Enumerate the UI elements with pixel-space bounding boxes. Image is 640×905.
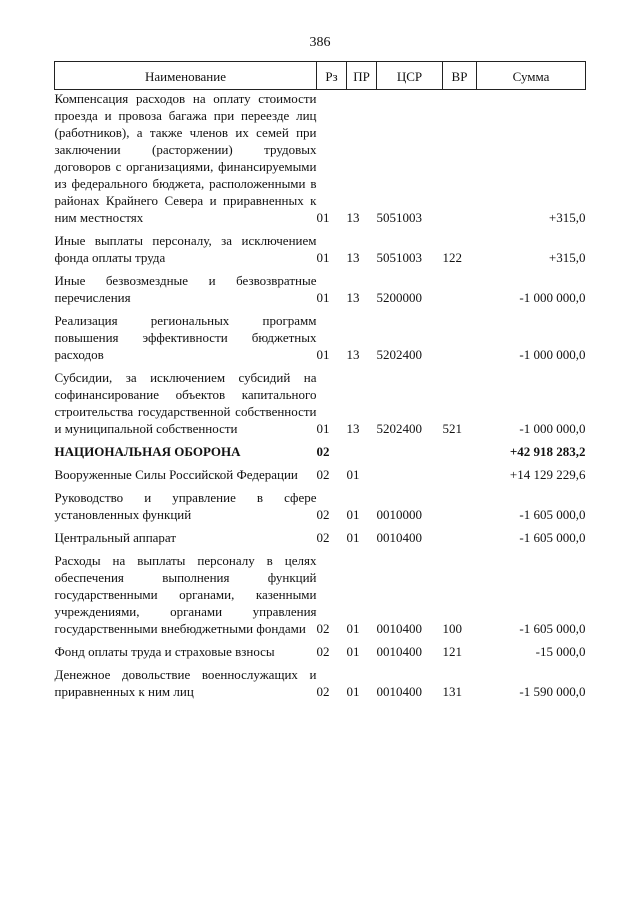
header-pr: ПР xyxy=(347,62,377,90)
row-rz: 01 xyxy=(316,210,330,225)
row-csr: 5051003 xyxy=(376,210,422,225)
row-rz: 02 xyxy=(316,621,330,636)
row-pr: 13 xyxy=(346,250,360,265)
row-vr xyxy=(443,483,477,523)
row-csr: 0010000 xyxy=(376,507,422,522)
row-name: Компенсация расходов на оплату стоимости проезда и провоза багажа при переезде лиц (работников), а также членов их семей при заключении (расторжении) трудовых договоров с организациями, финансируемыми из федерального бюджета, расположенными в районах Крайнего Севера и приравненных к ним местностях xyxy=(54,91,317,225)
row-vr xyxy=(443,460,477,483)
table-row xyxy=(55,306,586,363)
row-csr: 5200000 xyxy=(376,290,422,305)
row-sum: -1 605 000,0 xyxy=(519,621,586,636)
section-sum: +42 918 283,2 xyxy=(509,444,586,459)
header-csr: ЦСР xyxy=(377,62,443,90)
row-rz: 02 xyxy=(316,684,330,699)
table-row xyxy=(55,226,586,266)
row-sum: -1 000 000,0 xyxy=(519,421,586,436)
section-title: НАЦИОНАЛЬНАЯ ОБОРОНА xyxy=(54,444,241,459)
row-name: Иные безвозмездные и безвозвратные перечисления xyxy=(54,273,317,305)
row-csr: 5202400 xyxy=(376,421,422,436)
row-name: Руководство и управление в сфере установленных функций xyxy=(54,490,317,522)
row-vr: 521 xyxy=(442,421,462,436)
row-sum: -1 000 000,0 xyxy=(519,290,586,305)
row-name: Иные выплаты персоналу, за исключением фонда оплаты труда xyxy=(54,233,317,265)
row-sum: -1 590 000,0 xyxy=(519,684,586,699)
row-name: Центральный аппарат xyxy=(54,530,177,545)
row-rz: 02 xyxy=(316,644,330,659)
row-pr: 13 xyxy=(346,290,360,305)
row-name: Субсидии, за исключением субсидий на софинансирование объектов капитального строительства государственной собственности и муниципальной собственности xyxy=(54,370,317,436)
row-pr: 01 xyxy=(346,530,360,545)
table-row xyxy=(55,90,586,227)
row-csr xyxy=(377,437,443,460)
header-name: Наименование xyxy=(55,62,317,90)
row-sum: +315,0 xyxy=(548,210,586,225)
section-row xyxy=(55,437,586,460)
row-csr: 0010400 xyxy=(376,684,422,699)
table-row xyxy=(55,460,586,483)
row-pr xyxy=(347,437,377,460)
table-row xyxy=(55,266,586,306)
row-csr: 0010400 xyxy=(376,644,422,659)
row-pr: 01 xyxy=(346,467,360,482)
table-header-row xyxy=(55,62,586,90)
table-row xyxy=(55,363,586,437)
row-csr xyxy=(377,460,443,483)
row-name: Денежное довольствие военнослужащих и приравненных к ним лиц xyxy=(54,667,317,699)
row-rz: 01 xyxy=(316,250,330,265)
row-pr: 01 xyxy=(346,621,360,636)
row-rz: 02 xyxy=(316,530,330,545)
row-pr: 01 xyxy=(346,507,360,522)
page-number: 386 xyxy=(309,35,331,50)
row-vr xyxy=(443,306,477,363)
row-csr: 0010400 xyxy=(376,530,422,545)
row-pr: 13 xyxy=(346,210,360,225)
row-vr: 122 xyxy=(442,250,462,265)
row-sum: +14 129 229,6 xyxy=(509,467,586,482)
row-pr: 13 xyxy=(346,421,360,436)
row-rz: 01 xyxy=(316,347,330,362)
row-sum: -1 605 000,0 xyxy=(519,507,586,522)
table-row xyxy=(55,523,586,546)
table-row xyxy=(55,660,586,700)
row-csr: 5202400 xyxy=(376,347,422,362)
row-sum: +315,0 xyxy=(548,250,586,265)
row-rz: 02 xyxy=(316,467,330,482)
row-pr: 13 xyxy=(346,347,360,362)
row-vr xyxy=(443,266,477,306)
header-sum: Сумма xyxy=(477,62,586,90)
header-vr: ВР xyxy=(443,62,477,90)
row-vr xyxy=(443,523,477,546)
table-row xyxy=(55,483,586,523)
row-vr: 100 xyxy=(442,621,462,636)
row-name: Фонд оплаты труда и страховые взносы xyxy=(54,644,275,659)
row-rz: 01 xyxy=(316,421,330,436)
row-csr: 5051003 xyxy=(376,250,422,265)
budget-table xyxy=(54,61,586,700)
row-sum: -1 000 000,0 xyxy=(519,347,586,362)
table-row xyxy=(55,637,586,660)
row-rz: 01 xyxy=(316,290,330,305)
row-vr: 131 xyxy=(442,684,462,699)
row-sum: -15 000,0 xyxy=(535,644,586,659)
row-pr: 01 xyxy=(346,644,360,659)
row-rz: 02 xyxy=(316,444,330,459)
row-vr: 121 xyxy=(442,644,462,659)
row-rz: 02 xyxy=(316,507,330,522)
row-csr: 0010400 xyxy=(376,621,422,636)
row-sum: -1 605 000,0 xyxy=(519,530,586,545)
table-row xyxy=(55,546,586,637)
header-rz: Рз xyxy=(317,62,347,90)
row-name: Реализация региональных программ повышения эффективности бюджетных расходов xyxy=(54,313,317,362)
row-vr xyxy=(443,437,477,460)
row-vr xyxy=(443,90,477,227)
row-pr: 01 xyxy=(346,684,360,699)
row-name: Вооруженные Силы Российской Федерации xyxy=(54,467,298,482)
row-name: Расходы на выплаты персоналу в целях обеспечения выполнения функций государственными органами, казенными учреждениями, органами управления государственными внебюджетными фондами xyxy=(54,553,317,636)
